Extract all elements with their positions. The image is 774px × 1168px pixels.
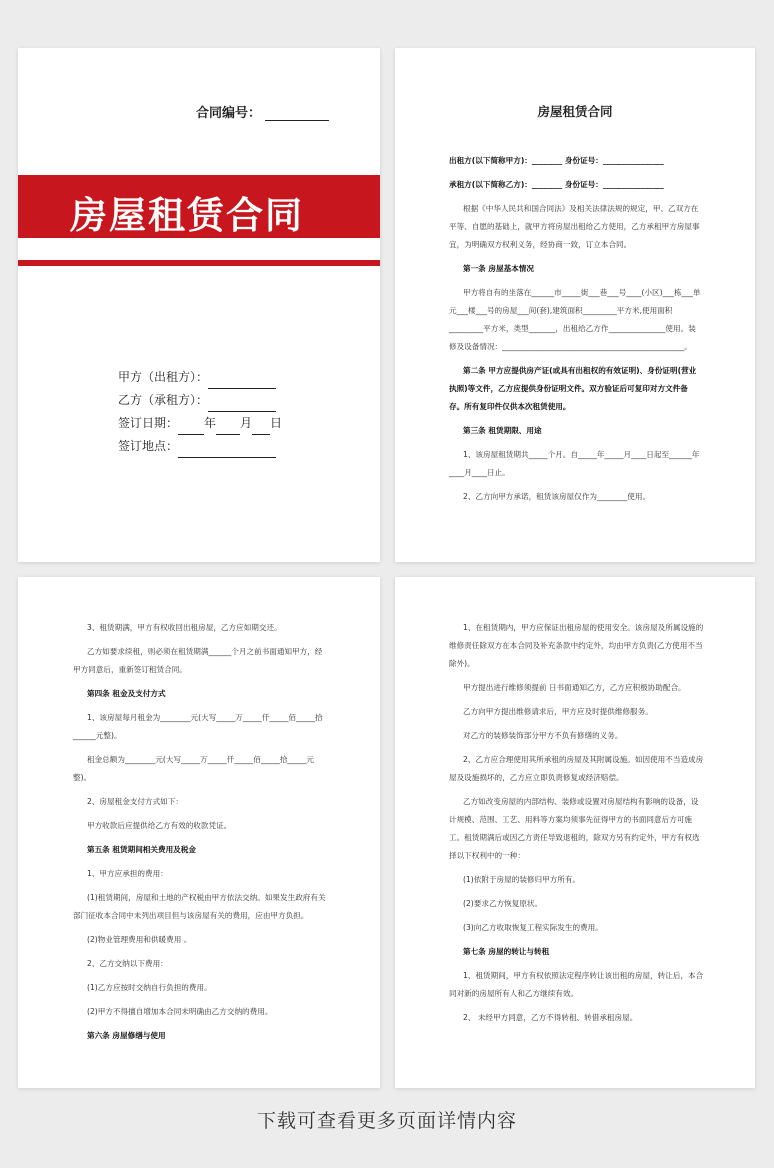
paragraph: (2)物业管理费用和供暖费用 。 — [87, 935, 192, 944]
page4-body — [449, 619, 705, 1027]
year-label: 年 — [204, 416, 217, 430]
lessor-label: 甲方（出租方）： — [118, 370, 209, 384]
paragraph: 1、在租赁期内，甲方应保证出租房屋的使用安全。该房屋及所属设施的维修责任除双方在本合同及补充条款中约定外，均由甲方负责(乙方使用不当除外)。 — [449, 623, 704, 668]
article-3-p1: 1、该房屋租赁期共_____个月。自_____年_____月____日起至______年____月____日止。 — [449, 450, 700, 477]
day-blank — [252, 420, 270, 435]
contract-page-2 — [395, 48, 755, 562]
paragraph: 租金总额为________元(大写_____万_____仟_____佰_____拾_____元整)。 — [73, 755, 314, 782]
download-more-caption: 下载可查看更多页面详情内容 — [256, 1110, 517, 1132]
paragraph: 1、租赁期间，甲方有权依照法定程序转让该出租的房屋，转让后，本合同对新的房屋所有人和乙方继续有效。 — [449, 971, 704, 998]
paragraph: 2、房屋租金支付方式如下： — [87, 797, 183, 806]
lessee-label: 乙方（承租方）： — [118, 393, 209, 407]
cover-page — [18, 48, 380, 562]
paragraph: 乙方如改变房屋的内部结构、装修或设置对房屋结构有影响的设备，设计规模、范围、工艺、用料等方案均须事先征得甲方的书面同意后方可施工。租赁期满后或因乙方责任导致退租的，除双方另有约定外，甲方有权选择以下权利中的一种： — [449, 797, 700, 860]
paragraph: (2)要求乙方恢复原状。 — [463, 899, 543, 908]
article-1-text: 甲方将自有的坐落在______市_____街___巷___号____(小区)___栋___单元___楼___号的房屋___间(套),建筑面积_________平方米,使用面积_________平方米，类型_______，出租给乙方作_______________使用。装修及设备情况：________________________________________________。 — [449, 288, 701, 351]
article-4-title: 第四条 租金及支付方式 — [87, 689, 166, 698]
paragraph: (2)甲方不得擅自增加本合同未明确由乙方交纳的费用。 — [87, 1007, 273, 1016]
page-title: 房屋租赁合同 — [537, 104, 613, 119]
paragraph: 1、甲方应承担的费用： — [87, 869, 168, 878]
red-divider — [18, 260, 380, 266]
lessor-row — [118, 366, 282, 389]
day-label: 日 — [270, 416, 283, 430]
sign-place-label: 签订地点： — [118, 439, 179, 453]
contract-number — [196, 102, 329, 121]
paragraph: 2、乙方交纳以下费用： — [87, 959, 168, 968]
lessor-blank — [208, 374, 276, 389]
article-1-title: 第一条 房屋基本情况 — [463, 264, 534, 273]
paragraph: 对乙方的装修装饰部分甲方不负有修缮的义务。 — [463, 731, 623, 740]
lessee-blank — [208, 397, 276, 412]
paragraph: 甲方提出进行维修须提前 日书面通知乙方，乙方应积极协助配合。 — [463, 683, 686, 692]
paragraph: 1、该房屋每月租金为________元(大写_____万_____仟_____佰_____拾______元整)。 — [73, 713, 323, 740]
contract-number-label: 合同编号： — [196, 106, 262, 121]
page3-body — [73, 619, 329, 1045]
article-2: 第二条 甲方应提供房产证(或具有出租权的有效证明)、身份证明(营业执照)等文件，乙方应提供身份证明文件。双方验证后可复印对方文件备存。所有复印件仅供本次租赁使用。 — [449, 366, 697, 411]
paragraph: (3)向乙方收取恢复工程实际发生的费用。 — [463, 923, 603, 932]
paragraph: (1)依附于房屋的装修归甲方所有。 — [463, 875, 581, 884]
lessee-id-line: 承租方(以下简称乙方)：________ 身份证号：________________ — [449, 180, 664, 189]
paragraph: 甲方收款后应提供给乙方有效的收款凭证。 — [87, 821, 232, 830]
article-3-title: 第三条 租赁期限、用途 — [463, 426, 542, 435]
intro-paragraph: 根据《中华人民共和国合同法》及相关法律法规的规定，甲、乙双方在平等、自愿的基础上，就甲方将房屋出租给乙方使用，乙方承租甲方房屋事宜，为明确双方权利义务，经协商一致，订立本合同。 — [449, 204, 700, 249]
paragraph: (1)乙方应按时交纳自行负担的费用。 — [87, 983, 212, 992]
sign-place-row — [118, 435, 282, 458]
month-label: 月 — [240, 416, 253, 430]
paragraph: 3、租赁期满，甲方有权收回出租房屋，乙方应如期交还。 — [87, 623, 282, 632]
paragraph: 乙方向甲方提出维修请求后，甲方应及时提供维修服务。 — [463, 707, 653, 716]
party-list — [118, 366, 282, 458]
year-blank — [178, 420, 204, 435]
paragraph: (1)租赁期间，房屋和土地的产权税由甲方依法交纳。如果发生政府有关部门征收本合同中未列出项目但与该房屋有关的费用，应由甲方负担。 — [73, 893, 326, 920]
contract-number-blank — [265, 108, 329, 121]
title-band — [18, 175, 380, 238]
lessor-id-line: 出租方(以下简称甲方)：________ 身份证号：________________ — [449, 156, 664, 165]
sign-date-label: 签订日期： — [118, 416, 179, 430]
lessee-row — [118, 389, 282, 412]
cover-title: 房屋租赁合同 — [70, 193, 304, 237]
paragraph: 2、乙方应合理使用其所承租的房屋及其附属设施。如因使用不当造成房屋及设施损坏的，乙方应立即负责修复或经济赔偿。 — [449, 755, 704, 782]
paragraph: 2、 未经甲方同意，乙方不得转租、转借承租房屋。 — [463, 1013, 638, 1022]
article-3-p2: 2、乙方向甲方承诺，租赁该房屋仅作为________使用。 — [463, 492, 651, 501]
contract-page-4 — [395, 577, 755, 1088]
sign-date-row — [118, 412, 282, 435]
article-5-title: 第五条 租赁期间相关费用及税金 — [87, 845, 196, 854]
month-blank — [216, 420, 240, 435]
paragraph: 乙方如要求续租，则必须在租赁期满______个月之前书面通知甲方，经甲方同意后，重新签订租赁合同。 — [73, 647, 323, 674]
sign-place-blank — [178, 443, 276, 458]
article-6-title: 第六条 房屋修缮与使用 — [87, 1031, 166, 1040]
page2-body — [449, 152, 703, 506]
article-7-title: 第七条 房屋的转让与转租 — [463, 947, 550, 956]
contract-page-3 — [18, 577, 380, 1088]
